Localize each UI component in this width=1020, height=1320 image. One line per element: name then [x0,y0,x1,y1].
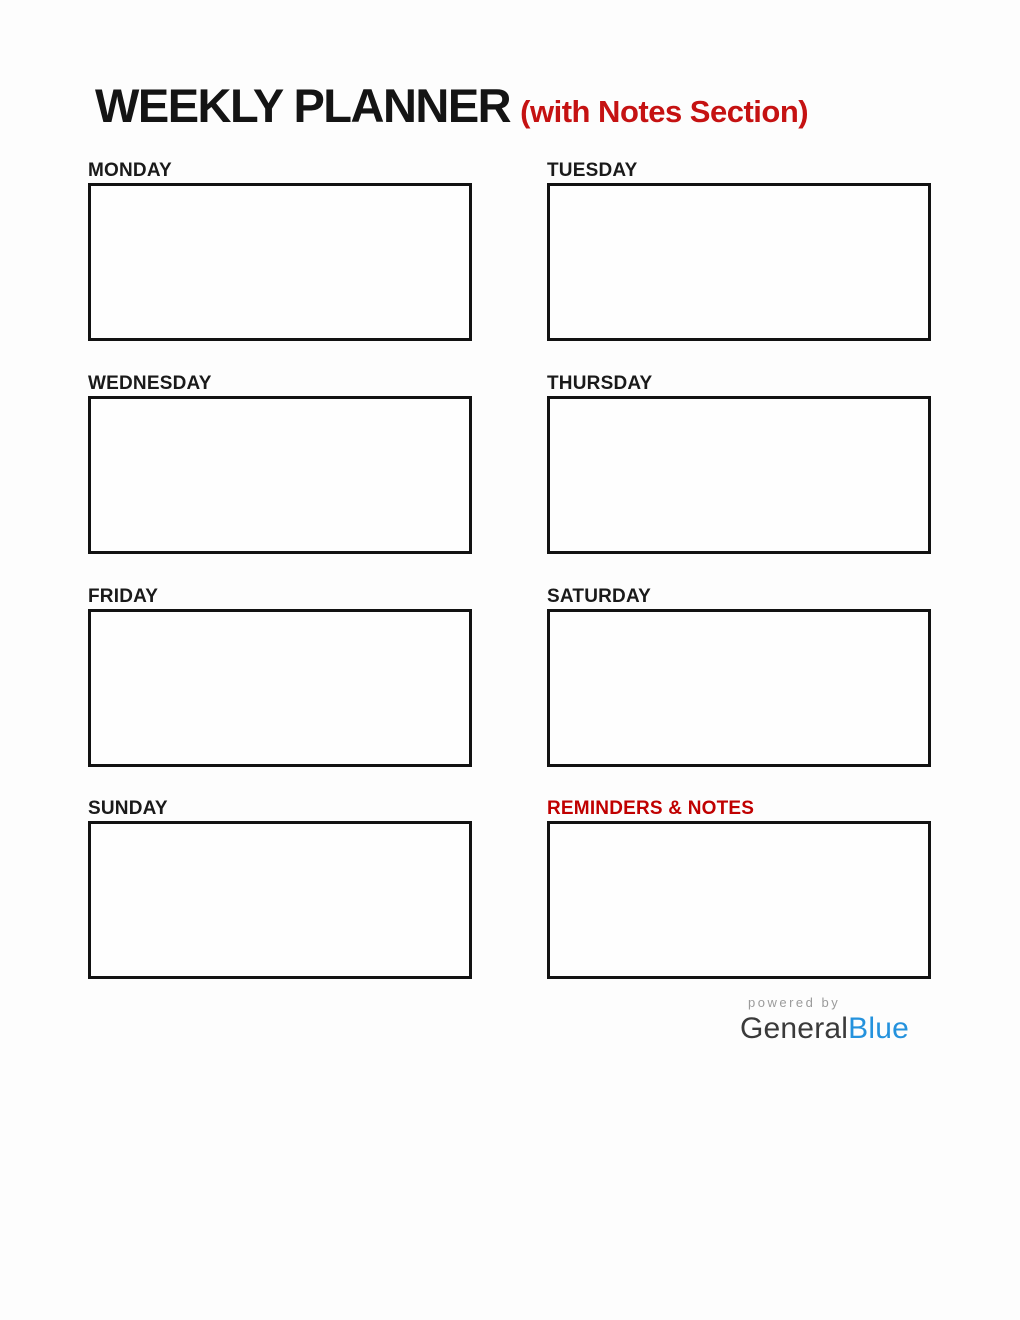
section-thursday [547,374,931,554]
section-wednesday [88,374,472,554]
section-tuesday [547,161,931,341]
section-monday [88,161,472,341]
page-title: WEEKLY PLANNER [95,79,511,132]
day-label-friday: FRIDAY [88,586,159,607]
reminders-notes-label: REMINDERS & NOTES [547,798,755,819]
generalblue-logo [740,996,909,1044]
section-reminders-notes [547,799,931,979]
page-header [95,79,809,132]
note-box-wednesday [88,396,472,554]
section-friday [88,587,472,767]
page-subtitle: (with Notes Section) [520,94,809,129]
note-box-tuesday [547,183,931,341]
section-sunday [88,799,472,979]
day-label-wednesday: WEDNESDAY [88,373,212,394]
note-box-sunday [88,821,472,979]
day-label-sunday: SUNDAY [88,798,168,819]
day-label-monday: MONDAY [88,160,172,181]
day-label-tuesday: TUESDAY [547,160,638,181]
note-box-friday [88,609,472,767]
note-box-reminders [547,821,931,979]
generalblue-brand-text [740,1014,909,1044]
note-box-saturday [547,609,931,767]
day-label-thursday: THURSDAY [547,373,653,394]
powered-by-text: powered by [748,995,841,1010]
note-box-thursday [547,396,931,554]
note-box-monday [88,183,472,341]
day-label-saturday: SATURDAY [547,586,652,607]
brand-general-text: General [740,1012,849,1045]
brand-blue-text: Blue [848,1012,909,1045]
section-saturday [547,587,931,767]
